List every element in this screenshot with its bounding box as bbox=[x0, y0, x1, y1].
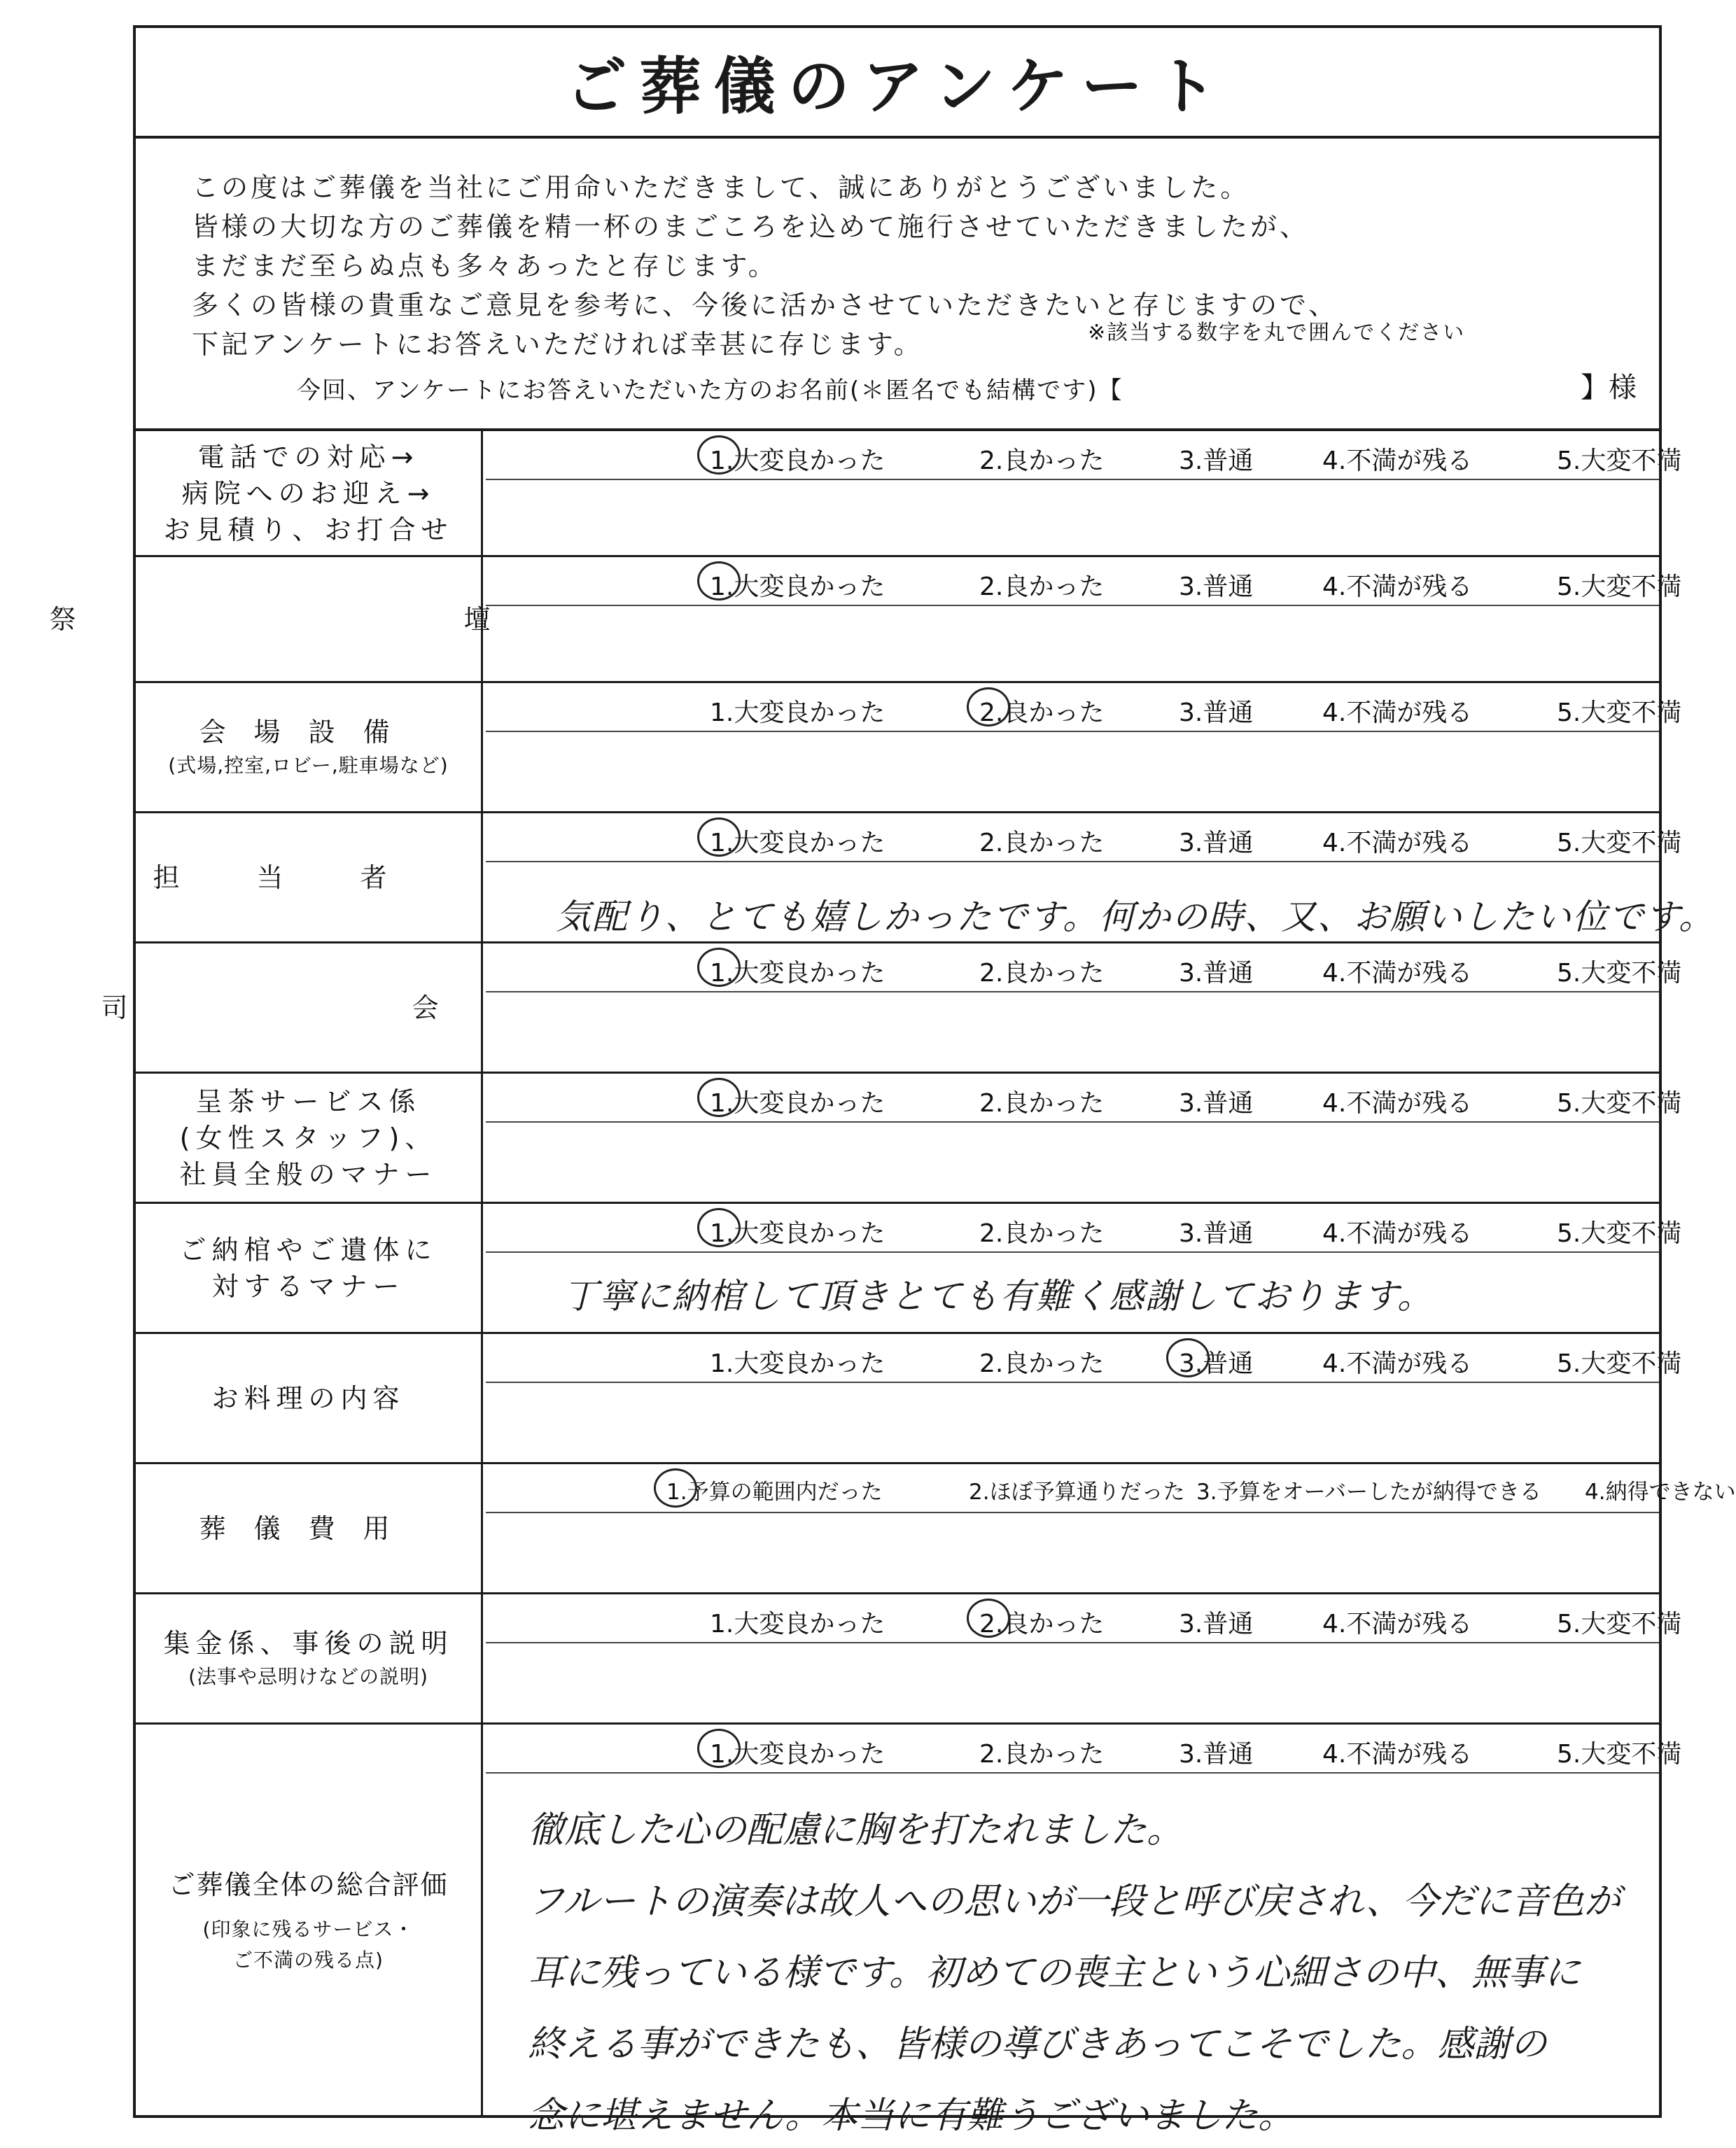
rating-option[interactable]: 3.普通 bbox=[1179, 1740, 1254, 1769]
rating-options bbox=[486, 1204, 1682, 1253]
row-label-line: 祭 壇 bbox=[49, 603, 568, 635]
rating-option[interactable]: 4.不満が残る bbox=[1322, 1740, 1473, 1769]
row-label-line: 社員全般のマナー bbox=[179, 1158, 438, 1190]
budget-option[interactable]: 4.納得できない bbox=[1585, 1480, 1736, 1505]
row-label-line: 集金係、事後の説明 bbox=[163, 1627, 454, 1659]
rating-option[interactable]: 5.大変不満 bbox=[1557, 829, 1682, 857]
row-label-line: 対するマナー bbox=[211, 1270, 405, 1302]
budget-option[interactable]: 1.予算の範囲内だった bbox=[666, 1480, 883, 1505]
row-sublabel: ご不満の残る点) bbox=[233, 1949, 384, 1972]
intro-line: 皆様の大切な方のご葬儀を精一杯のまごころを込めて施行させていただきましたが、 bbox=[192, 211, 1310, 242]
row-label-line: (女性スタッフ)、 bbox=[179, 1122, 438, 1153]
row-label bbox=[101, 943, 516, 1072]
survey-row-coffin bbox=[136, 1204, 1682, 1334]
selected-circle bbox=[1166, 1338, 1210, 1377]
row-label bbox=[136, 813, 483, 941]
rating-option[interactable]: 1.大変良かった bbox=[710, 1219, 886, 1248]
row-label-line: 会場設備 bbox=[199, 716, 418, 747]
rating-option[interactable]: 4.不満が残る bbox=[1322, 959, 1473, 988]
budget-option[interactable]: 3.予算をオーバーしたが納得できる bbox=[1196, 1480, 1542, 1505]
selected-circle bbox=[697, 1208, 741, 1247]
name-suffix: 】様 bbox=[1581, 372, 1637, 404]
handwritten-comment bbox=[528, 1795, 1620, 2148]
rating-option[interactable]: 2.良かった bbox=[979, 829, 1105, 857]
rating-option[interactable]: 2.良かった bbox=[979, 1219, 1105, 1248]
row-label bbox=[136, 1594, 483, 1722]
rating-options bbox=[486, 943, 1682, 992]
row-label bbox=[136, 683, 483, 811]
rating-options bbox=[486, 1594, 1682, 1643]
instruction-note: ※該当する数字を丸で囲んでください bbox=[1088, 321, 1466, 345]
page-title: ご葬儀のアンケート bbox=[565, 50, 1230, 122]
row-label-line: 担当者 bbox=[153, 862, 464, 893]
selected-circle bbox=[697, 561, 741, 601]
rating-option[interactable]: 5.大変不満 bbox=[1557, 1219, 1682, 1248]
selected-circle bbox=[967, 1599, 1010, 1638]
survey-row-overall bbox=[136, 1725, 1682, 2137]
intro-line: まだまだ至らぬ点も多々あったと存じます。 bbox=[192, 251, 778, 281]
selected-circle bbox=[654, 1468, 697, 1508]
rating-option[interactable]: 3.普通 bbox=[1179, 1219, 1254, 1248]
rating-option[interactable]: 2.良かった bbox=[979, 573, 1105, 601]
rating-option[interactable]: 4.不満が残る bbox=[1322, 829, 1473, 857]
handwritten-comment: 気配り、とても嬉しかったです。何かの時、又、お願いしたい位です。 bbox=[556, 897, 1715, 937]
row-label bbox=[136, 431, 483, 555]
rating-option[interactable]: 3.普通 bbox=[1179, 447, 1254, 475]
name-prompt: 今回、アンケートにお答えいただいた方のお名前(＊匿名でも結構です)【 bbox=[297, 377, 1124, 405]
row-sublabel: (印象に残るサービス・ bbox=[202, 1918, 414, 1941]
rating-option[interactable]: 2.良かった bbox=[979, 699, 1105, 727]
selected-circle bbox=[697, 948, 741, 987]
selected-circle bbox=[697, 435, 741, 475]
row-label bbox=[136, 1464, 483, 1592]
survey-row-phone bbox=[136, 431, 1682, 557]
row-label-line: 呈茶サービス係 bbox=[195, 1086, 421, 1117]
rating-options bbox=[486, 1074, 1682, 1123]
rating-options bbox=[486, 431, 1682, 480]
selected-circle bbox=[697, 817, 741, 857]
rating-option[interactable]: 1.大変良かった bbox=[710, 1610, 886, 1638]
rating-option[interactable]: 5.大変不満 bbox=[1557, 1349, 1682, 1378]
row-label bbox=[136, 1725, 483, 2118]
comment-line: 終える事ができたも、皆様の導びきあってこそでした。感謝の bbox=[528, 2023, 1547, 2065]
rating-option[interactable]: 2.良かった bbox=[979, 1740, 1105, 1769]
row-label bbox=[136, 1204, 483, 1332]
rating-option[interactable]: 1.大変良かった bbox=[710, 1349, 886, 1378]
rating-option[interactable]: 2.良かった bbox=[979, 1349, 1105, 1378]
survey-row-payment bbox=[136, 1594, 1682, 1725]
rating-option[interactable]: 1.大変良かった bbox=[710, 1740, 886, 1769]
rating-option[interactable]: 4.不満が残る bbox=[1322, 1089, 1473, 1118]
rating-option[interactable]: 3.普通 bbox=[1179, 959, 1254, 988]
rating-option[interactable]: 5.大変不満 bbox=[1557, 699, 1682, 727]
row-label-line: お料理の内容 bbox=[211, 1382, 405, 1414]
handwritten-comment: 丁寧に納棺して頂きとても有難く感謝しております。 bbox=[563, 1276, 1434, 1317]
rating-option[interactable]: 4.不満が残る bbox=[1322, 447, 1473, 475]
rating-option[interactable]: 5.大変不満 bbox=[1557, 447, 1682, 475]
comment-line: 念に堪えません。本当に有難うございました。 bbox=[528, 2095, 1295, 2137]
rating-option[interactable]: 1.大変良かった bbox=[710, 1089, 886, 1118]
comment-line: フルートの演奏は故人への思いが一段と呼び戻され、今だに音色が bbox=[528, 1881, 1621, 1923]
selected-circle bbox=[967, 687, 1010, 726]
rating-option[interactable]: 5.大変不満 bbox=[1557, 1740, 1682, 1769]
row-label-line: 司 会 bbox=[101, 992, 516, 1023]
rating-option[interactable]: 1.大変良かった bbox=[710, 959, 886, 988]
rating-option[interactable]: 3.普通 bbox=[1179, 1349, 1254, 1378]
selected-circle bbox=[697, 1078, 741, 1117]
row-label-line: ご葬儀全体の総合評価 bbox=[168, 1869, 449, 1900]
rating-options bbox=[486, 1725, 1682, 1774]
rating-options bbox=[486, 1334, 1682, 1383]
row-label-line: 病院へのお迎え→ bbox=[181, 477, 435, 509]
survey-row-tea-service bbox=[136, 1074, 1682, 1204]
rating-option[interactable]: 4.不満が残る bbox=[1322, 1349, 1473, 1378]
rating-option[interactable]: 4.不満が残る bbox=[1322, 1219, 1473, 1248]
rating-option[interactable]: 5.大変不満 bbox=[1557, 1089, 1682, 1118]
survey-form bbox=[49, 25, 1736, 2137]
row-label-line: 電話での対応→ bbox=[197, 441, 419, 472]
row-label bbox=[136, 1334, 483, 1462]
rating-option[interactable]: 5.大変不満 bbox=[1557, 959, 1682, 988]
intro-line: 下記アンケートにお答えいただければ幸甚に存じます。 bbox=[192, 329, 923, 360]
intro-line: 多くの皆様の貴重なご意見を参考に、今後に活かさせていただきたいと存じますので、 bbox=[192, 290, 1338, 321]
rating-option[interactable]: 3.普通 bbox=[1179, 829, 1254, 857]
rating-option[interactable]: 5.大変不満 bbox=[1557, 573, 1682, 601]
row-label-line: ご納棺やご遺体に bbox=[179, 1234, 438, 1265]
intro-line: この度はご葬儀を当社にご用命いただきまして、誠にありがとうございました。 bbox=[192, 172, 1250, 203]
rating-option[interactable]: 4.不満が残る bbox=[1322, 699, 1473, 727]
rating-options bbox=[486, 557, 1682, 606]
survey-row-cost bbox=[136, 1464, 1736, 1594]
survey-row-altar bbox=[49, 557, 1682, 683]
title-box bbox=[136, 28, 1659, 139]
rating-option[interactable]: 5.大変不満 bbox=[1557, 1610, 1682, 1638]
rating-option[interactable]: 4.不満が残る bbox=[1322, 573, 1473, 601]
rating-option[interactable]: 1.大変良かった bbox=[710, 447, 886, 475]
rating-option[interactable]: 1.大変良かった bbox=[710, 829, 886, 857]
comment-line: 徹底した心の配慮に胸を打たれました。 bbox=[528, 1809, 1184, 1851]
rating-option[interactable]: 4.不満が残る bbox=[1322, 1610, 1473, 1638]
rating-options bbox=[486, 813, 1682, 862]
survey-grid bbox=[49, 428, 1736, 2137]
budget-option[interactable]: 2.ほぼ予算通りだった bbox=[969, 1480, 1185, 1505]
comment-line: 耳に残っている様です。初めての喪主という心細さの中、無事に bbox=[528, 1952, 1581, 1994]
survey-row-food bbox=[136, 1334, 1682, 1464]
rating-option[interactable]: 2.良かった bbox=[979, 447, 1105, 475]
rating-option[interactable]: 3.普通 bbox=[1179, 1610, 1254, 1638]
row-label bbox=[49, 557, 568, 681]
rating-option[interactable]: 3.普通 bbox=[1179, 699, 1254, 727]
row-label-line: お見積り、お打合せ bbox=[163, 514, 454, 545]
survey-row-venue bbox=[136, 683, 1682, 813]
row-sublabel: (法事や忌明けなどの説明) bbox=[188, 1664, 428, 1688]
row-sublabel: (式場,控室,ロビー,駐車場など) bbox=[168, 753, 449, 777]
rating-option[interactable]: 1.大変良かった bbox=[710, 573, 886, 601]
budget-options bbox=[486, 1464, 1736, 1513]
rating-option[interactable]: 2.良かった bbox=[979, 959, 1105, 988]
rating-option[interactable]: 3.普通 bbox=[1179, 1089, 1254, 1118]
rating-option[interactable]: 2.良かった bbox=[979, 1089, 1105, 1118]
rating-option[interactable]: 1.大変良かった bbox=[710, 699, 886, 727]
row-label-line: 葬儀費用 bbox=[199, 1512, 418, 1544]
rating-option[interactable]: 2.良かった bbox=[979, 1610, 1105, 1638]
survey-row-staff bbox=[136, 813, 1715, 943]
row-label bbox=[136, 1074, 483, 1202]
rating-options bbox=[486, 683, 1682, 732]
rating-option[interactable]: 3.普通 bbox=[1179, 573, 1254, 601]
survey-row-mc bbox=[101, 943, 1682, 1074]
selected-circle bbox=[697, 1729, 741, 1768]
